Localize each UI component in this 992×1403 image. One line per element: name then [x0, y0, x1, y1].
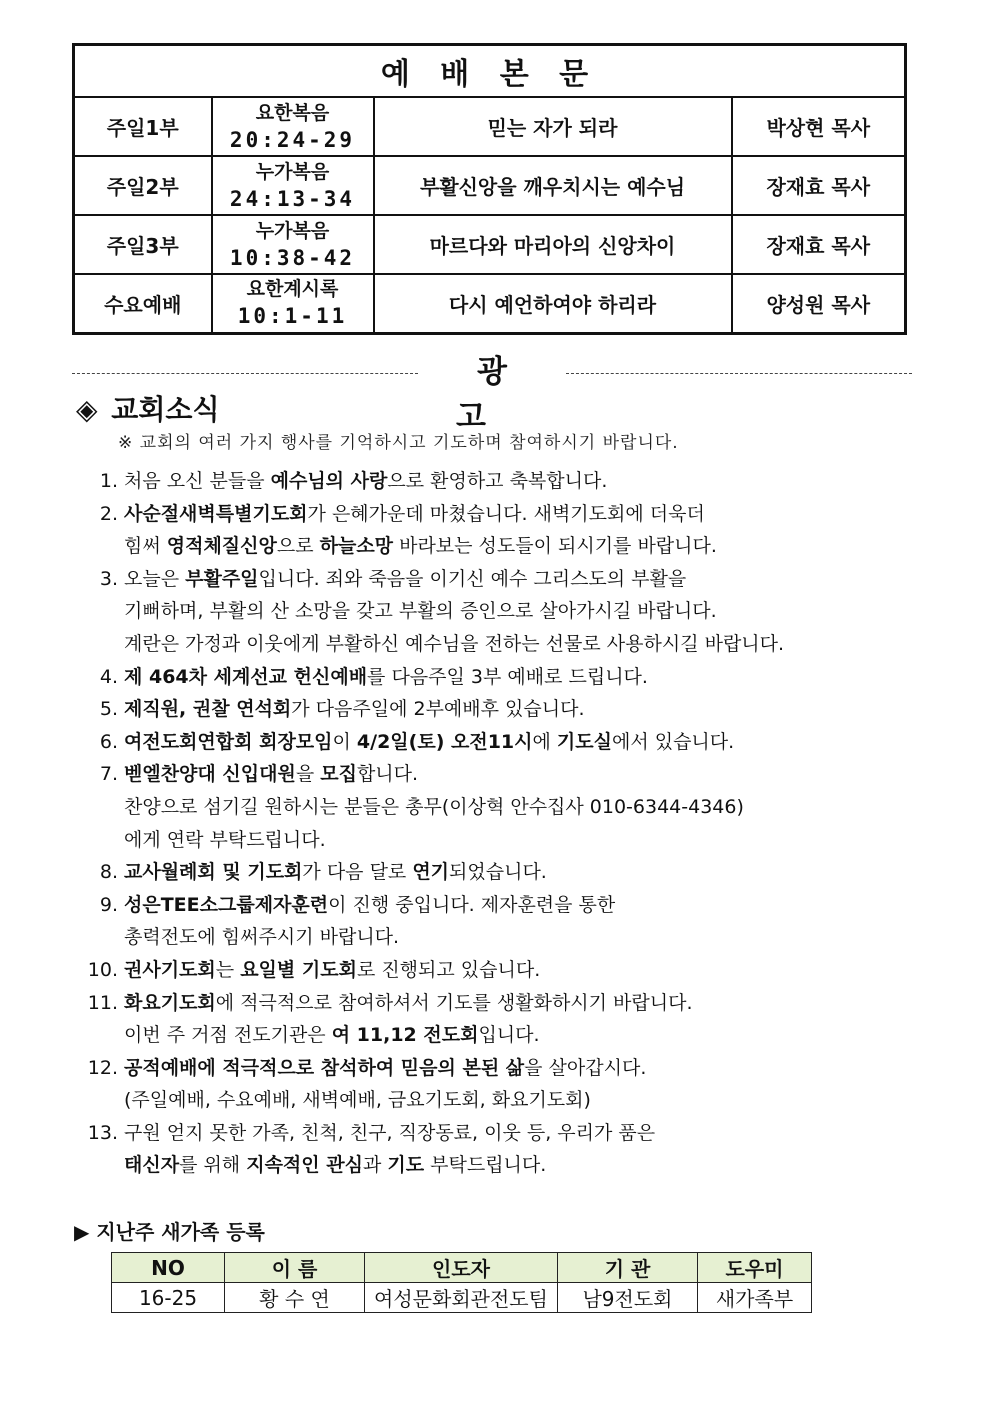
news-item-line — [124, 856, 547, 889]
scripture — [212, 215, 374, 274]
news-item-body — [118, 758, 744, 856]
ad-title: 광고 — [456, 354, 549, 435]
preacher: 양성원 목사 — [732, 274, 906, 333]
news-item-line — [124, 661, 648, 694]
emphasis-text: 공적예배에 적극적으로 참석하여 믿음의 본된 삶 — [124, 1056, 525, 1079]
emphasis-text: 모집 — [320, 763, 357, 786]
emphasis-text: 여 11,12 전도회 — [331, 1024, 479, 1047]
news-item-number: 8. — [99, 861, 118, 884]
news-item-body — [118, 889, 615, 954]
worship-title: 예 배 본 문 — [74, 45, 906, 98]
news-item — [72, 758, 952, 856]
news-item-line — [124, 824, 744, 857]
emphasis-text: 태신자 — [124, 1154, 180, 1177]
emphasis-text: 화요기도회 — [124, 991, 216, 1014]
service-name: 주일2부 — [74, 156, 212, 215]
registration-row — [112, 1283, 812, 1313]
news-item-number: 3. — [99, 567, 118, 590]
registration-header-cell: NO — [112, 1253, 225, 1283]
emphasis-text: 교사월례회 및 기도회 — [124, 861, 303, 884]
registration-table — [111, 1252, 812, 1313]
news-note: ※ 교회의 여러 가지 행사를 기억하시고 기도하며 참여하시기 바랍니다. — [118, 433, 679, 453]
news-item-number: 11. — [87, 991, 118, 1014]
text-segment: 힘써 — [124, 535, 167, 558]
news-item-line — [124, 1052, 646, 1085]
scripture-book: 요한계시록 — [246, 278, 339, 301]
news-item — [72, 726, 952, 759]
news-item-line — [124, 1117, 655, 1150]
news-item-body — [118, 856, 547, 889]
text-segment: 바라보는 성도들이 되시기를 바랍니다. — [393, 535, 717, 558]
text-segment: 합니다. — [356, 763, 419, 786]
news-item — [72, 693, 952, 726]
text-segment: 로 진행되고 있습니다. — [356, 958, 541, 981]
text-segment: 를 다음주일 3부 예배로 드립니다. — [367, 665, 648, 688]
emphasis-text: 영적체질신앙 — [166, 535, 277, 558]
news-item-body — [118, 1052, 646, 1117]
emphasis-text: 권사기도회 — [124, 958, 216, 981]
news-item-number: 7. — [99, 763, 118, 786]
service-name: 수요예배 — [74, 274, 212, 333]
news-heading — [76, 388, 220, 428]
news-item-number: 9. — [99, 893, 118, 916]
news-item-body — [118, 465, 607, 498]
registration-cell: 황 수 연 — [225, 1283, 365, 1313]
text-segment: 을 — [295, 763, 321, 786]
text-segment: 가 다음 달로 — [302, 861, 413, 884]
emphasis-text: 기도실 — [556, 730, 612, 753]
news-item-line — [124, 498, 717, 531]
emphasis-text: 제직원, 권찰 연석회 — [124, 698, 292, 721]
scripture-book: 누가복음 — [255, 160, 330, 183]
sermon-title: 믿는 자가 되라 — [374, 97, 732, 156]
scripture-ref: 24:13-34 — [229, 186, 356, 211]
emphasis-text: 성은TEE소그룹제자훈련 — [124, 893, 329, 916]
text-segment: 이 — [332, 730, 357, 753]
emphasis-text: 벧엘찬양대 신입대원 — [124, 763, 296, 786]
worship-table — [72, 43, 907, 335]
registration-header-cell: 이 름 — [225, 1253, 365, 1283]
news-item — [72, 1052, 952, 1117]
emphasis-text: 사순절새벽특별기도회 — [124, 502, 308, 525]
news-item-line — [124, 758, 744, 791]
emphasis-text: 4/2일(토) 오전11시 — [356, 730, 533, 753]
service-name: 주일1부 — [74, 97, 212, 156]
text-segment: 과 — [362, 1154, 388, 1177]
registration-cell: 남9전도회 — [558, 1283, 698, 1313]
news-item-line — [124, 954, 540, 987]
news-item-line — [124, 693, 585, 726]
news-item-number: 4. — [99, 665, 118, 688]
scripture-ref: 10:38-42 — [229, 245, 356, 270]
emphasis-text: 예수님의 사랑 — [270, 470, 388, 492]
scripture — [212, 274, 374, 333]
scripture — [212, 156, 374, 215]
text-segment: 으로 환영하고 축복합니다. — [387, 470, 608, 492]
text-segment: 부탁드립니다. — [424, 1154, 547, 1177]
preacher: 장재효 목사 — [732, 215, 906, 274]
news-item-number: 5. — [99, 698, 118, 721]
news-item — [72, 1117, 952, 1182]
news-item-line — [124, 726, 734, 759]
emphasis-text: 연기 — [412, 861, 450, 884]
emphasis-text: 하늘소망 — [319, 535, 394, 558]
news-item-body — [118, 693, 585, 726]
news-item-number: 10. — [87, 958, 118, 981]
emphasis-text: 기도 — [387, 1154, 425, 1177]
news-item-line — [124, 530, 717, 563]
news-item — [72, 498, 952, 563]
emphasis-text: 지속적인 관심 — [246, 1154, 363, 1177]
news-list — [72, 465, 952, 1182]
preacher: 박상현 목사 — [732, 97, 906, 156]
preacher: 장재효 목사 — [732, 156, 906, 215]
news-item-body — [118, 726, 734, 759]
registration-cell: 여성문화회관전도팀 — [365, 1283, 558, 1313]
news-item — [72, 889, 952, 954]
emphasis-text: 제 464차 세계선교 헌신예배 — [124, 665, 368, 688]
text-segment: 가 은혜가운데 마쳤습니다. 새벽기도회에 더욱더 — [307, 502, 705, 525]
text-segment: 으로 — [276, 535, 320, 558]
registration-header-row — [112, 1253, 812, 1283]
news-item-number: 13. — [87, 1121, 118, 1144]
registration-header-cell: 인도자 — [365, 1253, 558, 1283]
emphasis-text: 여전도회연합회 회장모임 — [124, 730, 333, 753]
news-item-number: 2. — [99, 502, 118, 525]
text-segment: 계란은 가정과 이웃에게 부활하신 예수님을 전하는 선물로 사용하시길 바랍니다. — [124, 632, 785, 655]
text-segment: 구원 얻지 못한 가족, 친척, 친구, 직장동료, 이웃 등, 우리가 품은 — [124, 1121, 656, 1144]
news-item-number: 12. — [87, 1056, 118, 1079]
news-item-line — [124, 1084, 646, 1117]
registration-cell: 16-25 — [112, 1283, 225, 1313]
worship-row — [74, 97, 906, 156]
news-item-line — [124, 889, 615, 922]
text-segment: 에서 있습니다. — [611, 730, 735, 753]
sermon-title: 부활신앙을 깨우치시는 예수님 — [374, 156, 732, 215]
emphasis-text: 부활주일 — [185, 567, 259, 590]
diamond-icon: ◈ — [76, 393, 98, 426]
news-item-line — [124, 465, 607, 498]
text-segment: 입니다. — [478, 1024, 540, 1047]
text-segment: 총력전도에 힘써주시기 바랍니다. — [124, 926, 400, 949]
text-segment: 오늘은 — [124, 567, 186, 590]
news-item — [72, 856, 952, 889]
news-item-body — [118, 987, 693, 1052]
text-segment: 찬양으로 섬기길 원하시는 분들은 총무(이상혁 안수집사 010-6344-4346) — [124, 795, 744, 818]
news-item-line — [124, 791, 744, 824]
emphasis-text: 요일별 기도회 — [240, 958, 357, 981]
registration-header-cell: 기 관 — [558, 1253, 698, 1283]
worship-row — [74, 156, 906, 215]
registration-cell: 새가족부 — [698, 1283, 812, 1313]
text-segment: 이번 주 거점 전도기관은 — [124, 1024, 332, 1047]
text-segment: 에게 연락 부탁드립니다. — [124, 828, 326, 851]
text-segment: (주일예배, 수요예배, 새벽예배, 금요기도회, 화요기도회) — [124, 1089, 591, 1112]
text-segment: 처음 오신 분들을 — [124, 470, 271, 492]
service-name: 주일3부 — [74, 215, 212, 274]
worship-row — [74, 215, 906, 274]
news-title: 교회소식 — [111, 393, 220, 426]
text-segment: 가 다음주일에 2부예배후 있습니다. — [291, 698, 585, 721]
news-item-body — [118, 498, 717, 563]
worship-row — [74, 274, 906, 333]
news-item-line — [124, 1149, 655, 1182]
text-segment: 이 진행 중입니다. 제자훈련을 통한 — [328, 893, 616, 916]
text-segment: 를 위해 — [179, 1154, 247, 1177]
scripture-ref: 10:1-11 — [237, 304, 348, 329]
text-segment: 는 — [215, 958, 241, 981]
news-item-body — [118, 563, 784, 661]
news-item-line — [124, 563, 784, 596]
scripture-ref: 20:24-29 — [229, 127, 356, 152]
news-item-body — [118, 954, 540, 987]
text-segment: 되었습니다. — [449, 861, 547, 884]
scripture-book: 누가복음 — [255, 219, 330, 242]
text-segment: 에 적극적으로 참여하셔서 기도를 생활화하시기 바랍니다. — [215, 991, 693, 1014]
sermon-title: 마르다와 마리아의 신앙차이 — [374, 215, 732, 274]
news-item-line — [124, 628, 784, 661]
text-segment: 을 살아갑시다. — [524, 1056, 647, 1079]
dashed-divider-right — [566, 373, 912, 374]
news-item-number: 1. — [99, 470, 118, 492]
news-item-body — [118, 661, 648, 694]
text-segment: 기뻐하며, 부활의 산 소망을 갖고 부활의 증인으로 살아가시길 바랍니다. — [124, 600, 717, 623]
registration-header-cell: 도우미 — [698, 1253, 812, 1283]
text-segment: 입니다. 죄와 죽음을 이기신 예수 그리스도의 부활을 — [258, 567, 687, 590]
registration-heading: ▶ 지난주 새가족 등록 — [74, 1220, 265, 1244]
sermon-title: 다시 예언하여야 하리라 — [374, 274, 732, 333]
scripture-book: 요한복음 — [255, 101, 330, 124]
news-item — [72, 465, 952, 498]
news-item-line — [124, 1019, 693, 1052]
news-item — [72, 987, 952, 1052]
news-item — [72, 661, 952, 694]
dashed-divider-left — [72, 373, 418, 374]
news-item-line — [124, 921, 615, 954]
text-segment: 에 — [532, 730, 557, 753]
news-item-body — [118, 1117, 655, 1182]
news-item-line — [124, 595, 784, 628]
news-item-line — [124, 987, 693, 1020]
scripture — [212, 97, 374, 156]
news-item — [72, 563, 952, 661]
news-item-number: 6. — [99, 730, 118, 753]
news-item — [72, 954, 952, 987]
